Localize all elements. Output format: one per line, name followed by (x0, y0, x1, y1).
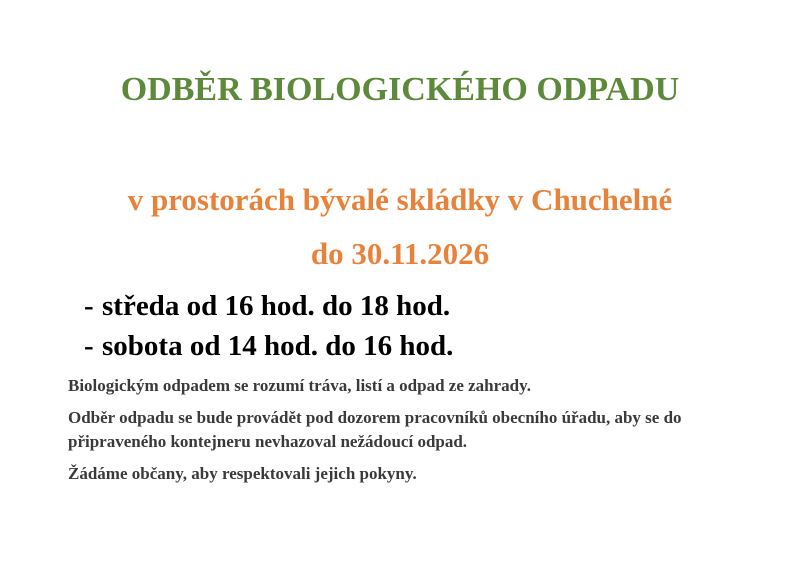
schedule-list (84, 286, 453, 366)
until-date-line: do 30.11.2026 (310, 236, 490, 271)
note-supervision: Odběr odpadu se bude provádět pod dozorem pracovníků obecního úřadu, aby se do připraveného kontejneru nevhazoval nežádoucí odpad. (68, 408, 682, 451)
notes-section (68, 374, 768, 494)
schedule-item-saturday (84, 326, 453, 366)
note-request: Žádáme občany, aby respektovali jejich pokyny. (68, 464, 417, 483)
dash-marker: - (84, 330, 94, 362)
schedule-text: sobota od 14 hod. do 16 hod. (102, 330, 454, 362)
schedule-text: středa od 16 hod. do 18 hod. (102, 290, 451, 322)
location-line: v prostorách bývalé skládky v Chuchelné (127, 182, 673, 217)
dash-marker: - (84, 290, 94, 322)
schedule-item-wednesday (84, 286, 453, 326)
note-definition: Biologickým odpadem se rozumí tráva, listí a odpad ze zahrady. (68, 376, 531, 395)
notice-title: ODBĚR BIOLOGICKÉHO ODPADU (120, 71, 680, 108)
